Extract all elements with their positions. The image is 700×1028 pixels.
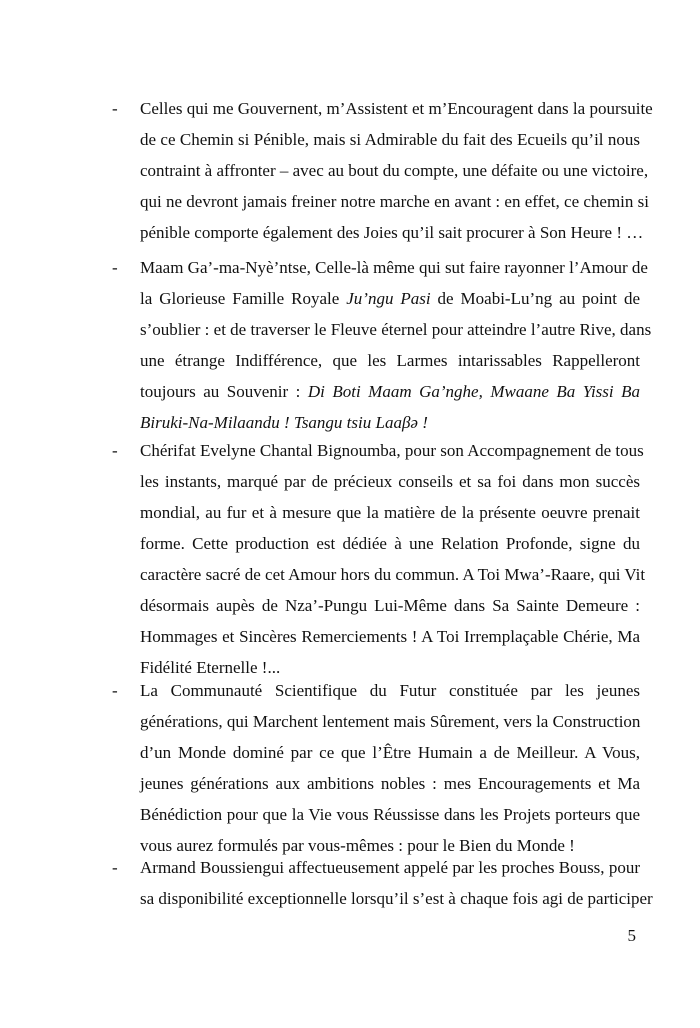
text-line: la Glorieuse Famille Royale Ju’ngu Pasi de Moabi-Lu’ng au point de <box>140 289 640 308</box>
bullet-dash: - <box>112 441 118 460</box>
text-line: toujours au Souvenir : Di Boti Maam Ga’nghe, Mwaane Ba Yissi Ba <box>140 382 640 401</box>
text-line: Hommages et Sincères Remerciements ! A Toi Irremplaçable Chérie, Ma <box>140 627 640 646</box>
text-line: qui ne devront jamais freiner notre marche en avant : en effet, ce chemin si <box>140 192 649 211</box>
text-line: générations, qui Marchent lentement mais Sûrement, vers la Construction <box>140 712 641 731</box>
text-line: les instants, marqué par de précieux conseils et sa foi dans mon succès <box>140 472 640 491</box>
text-line: désormais aupès de Nza’-Pungu Lui-Même dans Sa Sainte Demeure : <box>140 596 640 615</box>
text-line: jeunes générations aux ambitions nobles : mes Encouragements et Ma <box>140 774 640 793</box>
text-line: Chérifat Evelyne Chantal Bignoumba, pour son Accompagnement de tous <box>140 441 644 460</box>
bullet-dash: - <box>112 681 118 700</box>
text-line: d’un Monde dominé par ce que l’Être Humain a de Meilleur. A Vous, <box>140 743 640 762</box>
text-line: vous aurez formulés par vous-mêmes : pour le Bien du Monde ! <box>140 836 575 855</box>
page-number: 5 <box>627 926 636 945</box>
text-line: forme. Cette production est dédiée à une Relation Profonde, signe du <box>140 534 640 553</box>
text-line: Fidélité Eternelle !... <box>140 658 281 677</box>
text-line: Celles qui me Gouvernent, m’Assistent et m’Encouragent dans la poursuite <box>140 99 653 118</box>
text-line: Bénédiction pour que la Vie vous Réussisse dans les Projets porteurs que <box>140 805 640 824</box>
text-line: caractère sacré de cet Amour hors du commun. A Toi Mwa’-Raare, qui Vit <box>140 565 646 584</box>
text-line: de ce Chemin si Pénible, mais si Admirable du fait des Ecueils qu’il nous <box>140 130 640 149</box>
text-line: pénible comporte également des Joies qu’il sait procurer à Son Heure ! … <box>140 223 644 242</box>
text-line: mondial, au fur et à mesure que la matière de la présente oeuvre prenait <box>140 503 640 522</box>
bullet-dash: - <box>112 258 118 277</box>
text-line: s’oublier : et de traverser le Fleuve éternel pour atteindre l’autre Rive, dans <box>140 320 652 339</box>
text-line: Maam Ga’-ma-Nyè’ntse, Celle-là même qui sut faire rayonner l’Amour de <box>140 258 648 277</box>
text-line: Biruki-Na-Milaandu ! Tsangu tsiu Laaβə ! <box>140 413 428 432</box>
text-line: une étrange Indifférence, que les Larmes intarissables Rappelleront <box>140 351 640 370</box>
bullet-dash: - <box>112 858 118 877</box>
text-line: contraint à affronter – avec au bout du compte, une défaite ou une victoire, <box>140 161 649 180</box>
text-line: Armand Boussiengui affectueusement appelé par les proches Bouss, pour <box>140 858 640 877</box>
bullet-dash: - <box>112 99 118 118</box>
text-line: La Communauté Scientifique du Futur constituée par les jeunes <box>140 681 640 700</box>
text-line: sa disponibilité exceptionnelle lorsqu’il s’est à chaque fois agi de participer <box>140 889 653 908</box>
